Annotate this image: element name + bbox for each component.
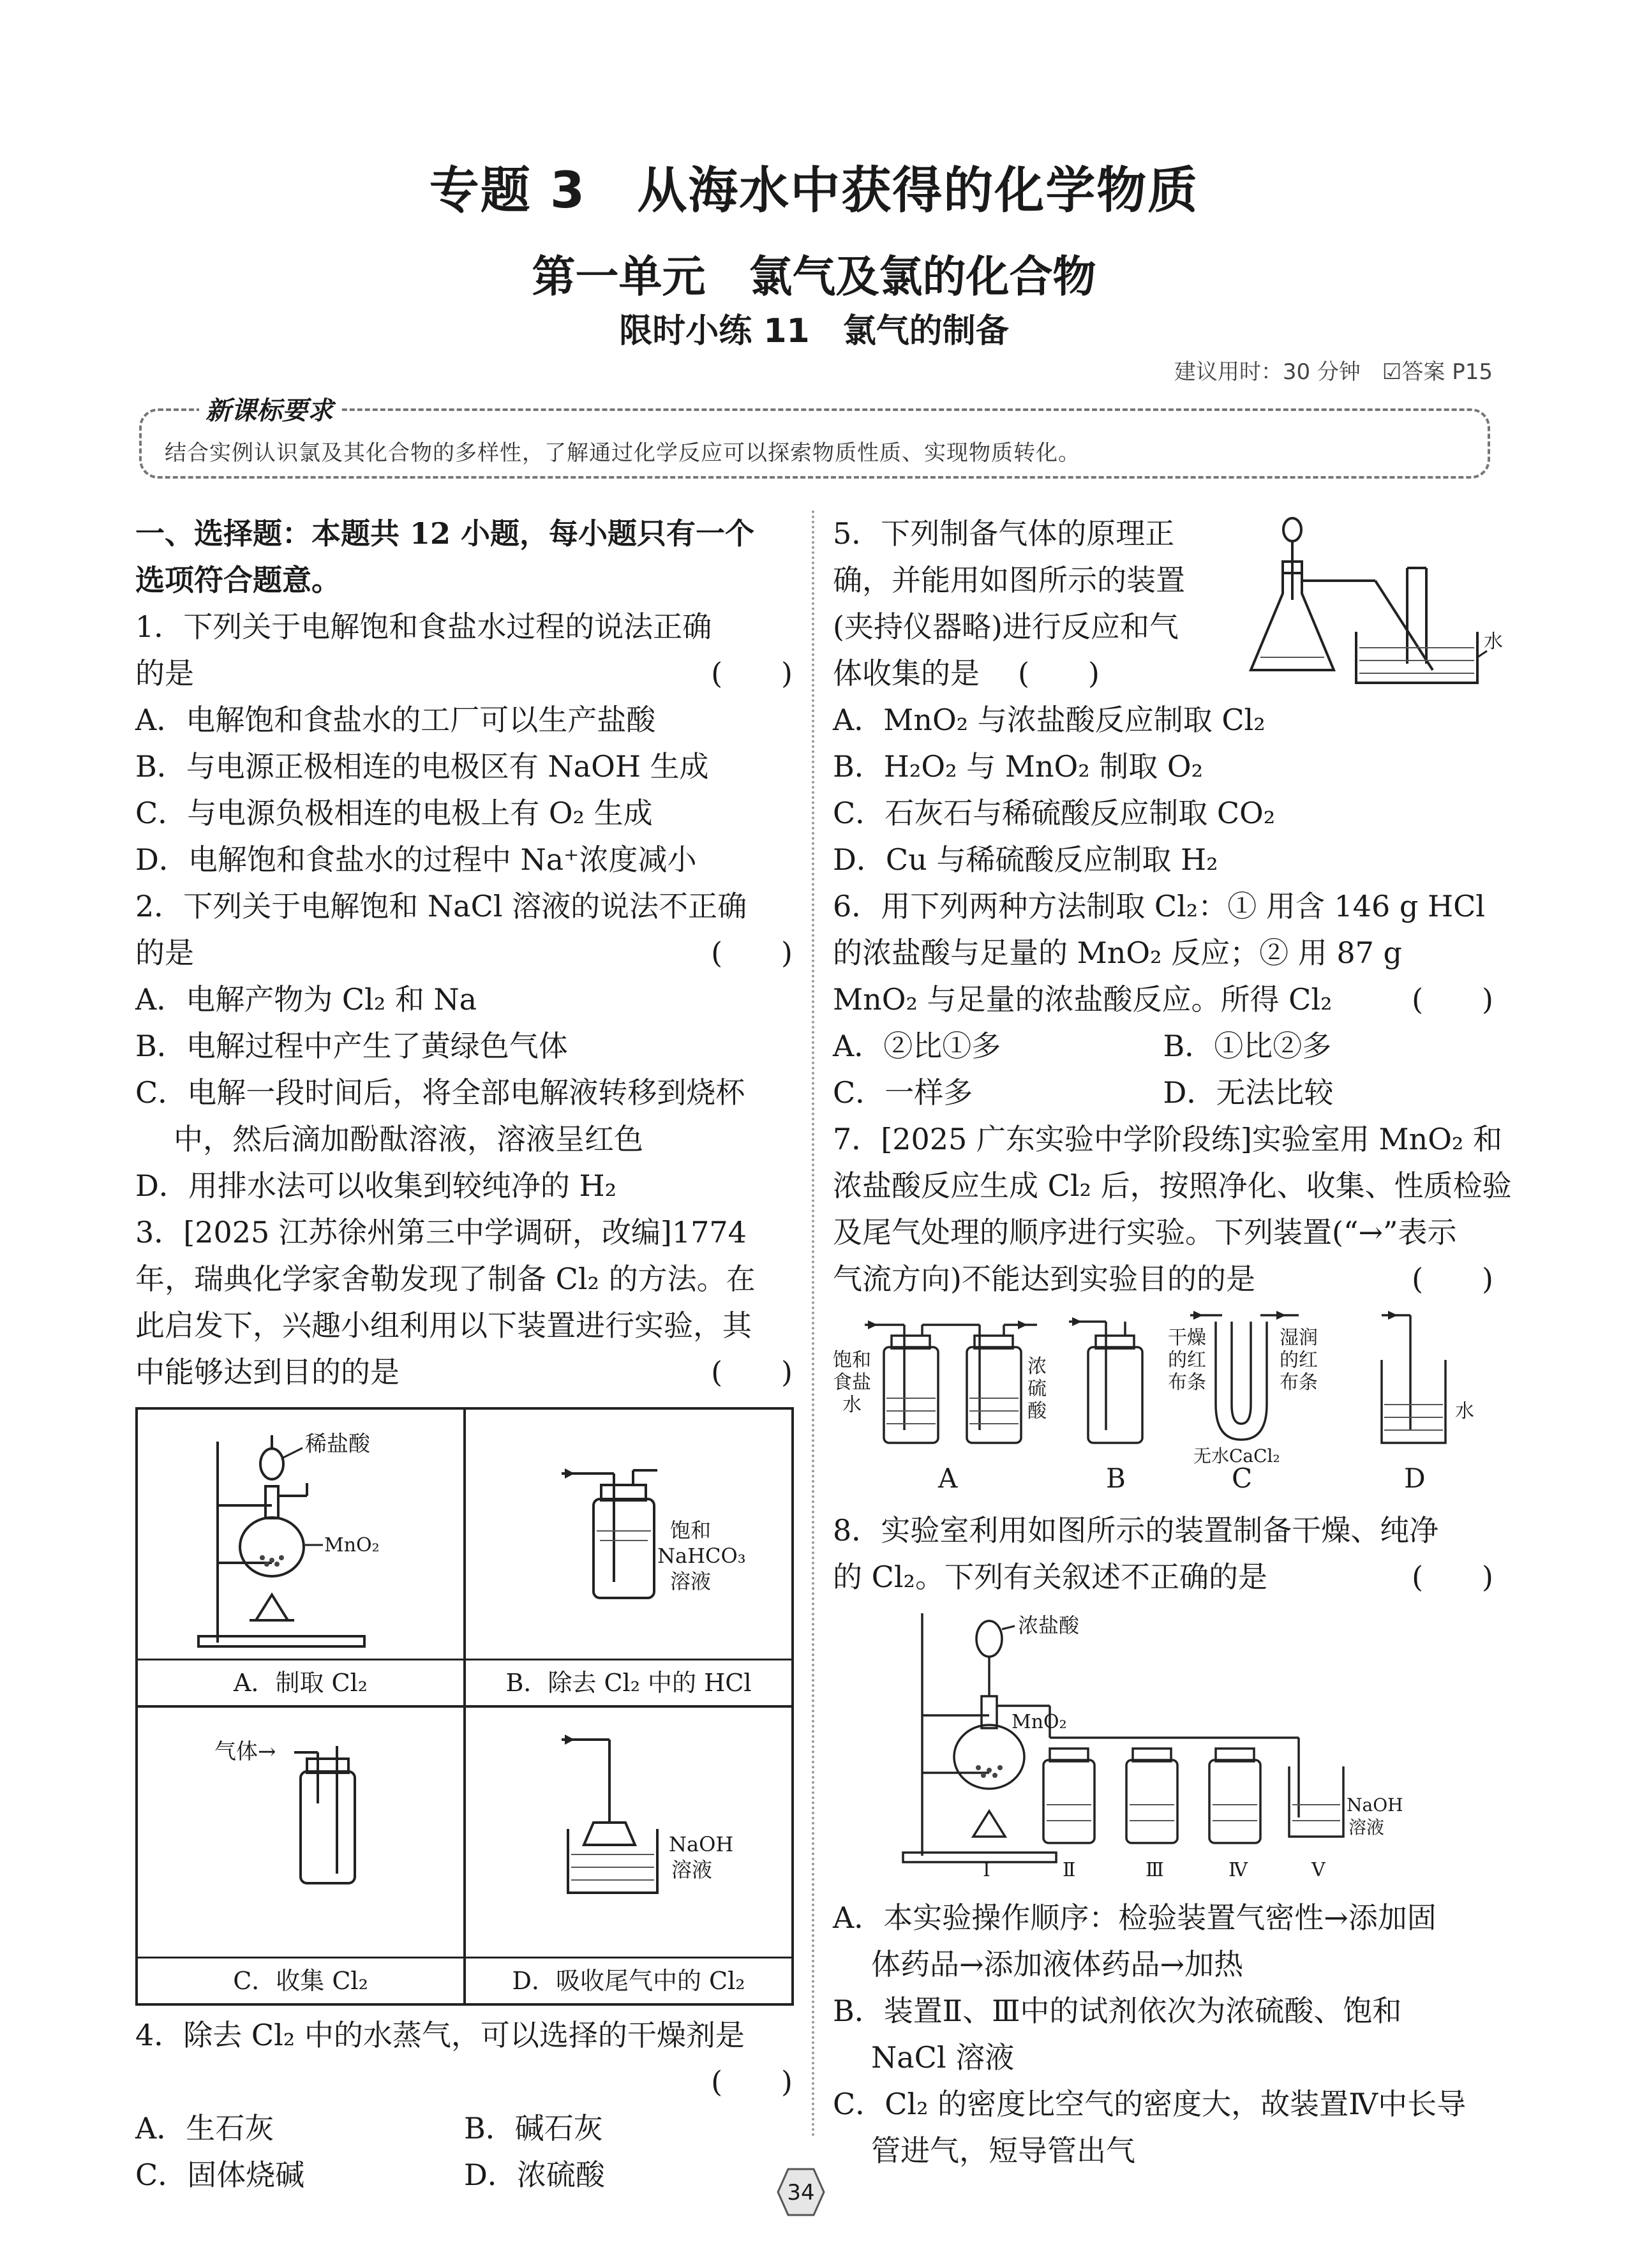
q3-label-solution-b: 溶液 [670,1569,712,1593]
question-7 [833,1116,1512,1507]
q8-option-a-1: A．本实验操作顺序：检验装置气密性→添加固 [833,1900,1437,1935]
q8-label-solution: 溶液 [1348,1817,1385,1838]
q7-label-wet: 湿润 [1280,1327,1318,1349]
q7-answer-paren: ( ) [1412,1262,1493,1296]
q7-label-acid: 酸 [1027,1400,1047,1422]
q2-option-d: D．用排水法可以收集到较纯净的 H₂ [135,1168,617,1203]
q3-stem-1: 3．[2025 江苏徐州第三中学调研，改编]1774 [135,1215,747,1250]
q7-label-water-a: 水 [842,1394,862,1416]
q1-option-a: A．电解饱和食盐水的工厂可以生产盐酸 [135,703,656,737]
q7-label-saturated: 饱和 [833,1349,871,1371]
right-column [833,511,1512,2174]
q7-stem-4: 气流方向)不能达到实验目的的是 [833,1262,1255,1296]
q1-option-c: C．与电源负极相连的电极上有 O₂ 生成 [135,796,653,830]
section-heading-2: 选项符合题意。 [135,563,341,597]
q6-stem-2: 的浓盐酸与足量的 MnO₂ 反应；② 用 87 g [833,936,1402,970]
q3-caption-a: A．制取 Cl₂ [138,1659,463,1705]
question-8 [833,1507,1493,2174]
q3-answer-paren: ( ) [711,1355,793,1389]
q7-apparatus-diagram [833,1302,1493,1494]
q6-stem-3: MnO₂ 与足量的浓盐酸反应。所得 Cl₂ [833,982,1333,1017]
q4-option-c: C．固体烧碱 [135,2158,305,2192]
q3-apparatus-table [135,1407,794,2006]
q2-stem-2: 的是 [135,936,194,970]
q7-letter-c: C [1232,1463,1253,1494]
q3-diagram-a [138,1410,463,1659]
page-number: 34 [787,2180,815,2205]
q7-letter-d: D [1404,1463,1426,1494]
q7-label-red-2: 的红 [1280,1349,1318,1371]
q1-stem-1: 1．下列关于电解饱和食盐水过程的说法正确 [135,609,712,644]
page-number-badge [775,2167,826,2218]
q4-answer-paren: ( ) [711,2064,793,2099]
left-column [135,511,793,2198]
q3-caption-b: B．除去 Cl₂ 中的 HCl [466,1659,791,1705]
time-answer-meta: 建议用时：30 分钟 ☑答案 P15 [1174,359,1493,385]
q3-stem-4: 中能够达到目的的是 [135,1355,400,1389]
q5-option-d: D．Cu 与稀硫酸反应制取 H₂ [833,842,1218,877]
q5-stem-1: 5．下列制备气体的原理正 [833,516,1175,551]
q3-label-dilute-hcl: 稀盐酸 [305,1431,370,1457]
q5-apparatus-diagram [1241,511,1503,696]
q8-option-b-1: B．装置Ⅱ、Ⅲ中的试剂依次为浓硫酸、饱和 [833,1994,1402,2028]
standard-label: 新课标要求 [199,391,340,427]
q1-stem-2: 的是 [135,656,194,690]
q7-label-strip-1: 布条 [1168,1371,1206,1394]
question-1 [135,604,793,883]
q7-label-water-d: 水 [1455,1400,1474,1422]
column-divider [812,511,814,2138]
q8-label-conc-hcl: 浓盐酸 [1018,1613,1080,1638]
q5-stem-2: 确，并能用如图所示的装置 [833,563,1185,597]
q4-option-b: B．碱石灰 [464,2111,603,2145]
question-4 [135,2012,793,2198]
q5-option-a: A．MnO₂ 与浓盐酸反应制取 Cl₂ [833,703,1266,737]
q5-label-water: 水 [1484,630,1503,653]
question-6 [833,883,1493,1116]
q3-stem-2: 年，瑞典化学家舍勒发现了制备 Cl₂ 的方法。在 [135,1262,756,1296]
question-2 [135,883,793,1209]
q7-label-dry: 干燥 [1168,1327,1206,1349]
q7-stem-1: 7．[2025 广东实验中学阶段练]实验室用 MnO₂ 和 [833,1122,1502,1156]
q8-roman-3: Ⅲ [1146,1859,1164,1881]
q4-option-d: D．浓硫酸 [464,2158,605,2192]
q3-label-naoh: NaOH [669,1832,734,1856]
q2-option-c-1: C．电解一段时间后，将全部电解液转移到烧杯 [135,1075,745,1110]
q3-label-saturated: 饱和 [670,1518,712,1542]
q8-option-b-2: NaCl 溶液 [871,2040,1015,2075]
q5-stem-3: (夹持仪器略)进行反应和气 [833,609,1179,644]
q7-label-conc: 浓 [1027,1355,1047,1378]
q4-option-a: A．生石灰 [135,2111,274,2145]
q8-roman-1: Ⅰ [983,1859,990,1881]
q3-label-solution-d: 溶液 [671,1858,713,1882]
standard-text: 结合实例认识氯及其化合物的多样性，了解通过化学反应可以探索物质性质、实现物质转化。 [165,440,1080,466]
question-3 [135,1209,793,2006]
q7-label-cacl2: 无水CaCl₂ [1193,1445,1280,1466]
topic-title: 专题 3 从海水中获得的化学物质 [429,162,1199,220]
q3-caption-d: D．吸收尾气中的 Cl₂ [466,1957,791,2003]
q7-stem-2: 浓盐酸反应生成 Cl₂ 后，按照净化、收集、性质检验 [833,1168,1512,1203]
q8-stem-2: 的 Cl₂。下列有关叙述不正确的是 [833,1560,1267,1594]
q8-roman-4: Ⅳ [1228,1859,1248,1881]
q7-label-red-1: 的红 [1168,1349,1206,1371]
q3-caption-c: C．收集 Cl₂ [138,1957,463,2003]
q5-answer-paren: ( ) [1018,656,1100,690]
q2-option-a: A．电解产物为 Cl₂ 和 Na [135,982,477,1017]
q1-option-b: B．与电源正极相连的电极区有 NaOH 生成 [135,749,709,784]
question-5 [833,511,1503,883]
q3-label-nahco3: NaHCO₃ [657,1544,746,1568]
q8-answer-paren: ( ) [1412,1560,1493,1594]
practice-title: 限时小练 11 氯气的制备 [619,312,1009,350]
q3-diagram-c [138,1708,463,1957]
q6-option-d: D．无法比较 [1163,1075,1334,1110]
q5-option-b: B．H₂O₂ 与 MnO₂ 制取 O₂ [833,749,1204,784]
q8-label-mno2: MnO₂ [1012,1711,1067,1733]
q8-apparatus-diagram [833,1600,1493,1881]
q3-label-gas: 气体→ [214,1739,276,1764]
q6-option-c: C．一样多 [833,1075,973,1110]
q8-stem-1: 8．实验室利用如图所示的装置制备干燥、纯净 [833,1513,1439,1548]
q3-stem-3: 此启发下，兴趣小组利用以下装置进行实验，其 [135,1308,752,1343]
q7-label-sulfur: 硫 [1027,1378,1047,1400]
q6-option-b: B．①比②多 [1163,1029,1332,1063]
q1-answer-paren: ( ) [711,656,793,690]
q7-letter-a: A [938,1463,958,1494]
q2-option-c-2: 中，然后滴加酚酞溶液，溶液呈红色 [174,1122,643,1156]
q6-stem-1: 6．用下列两种方法制取 Cl₂：① 用含 146 g HCl [833,889,1485,923]
q8-label-naoh: NaOH [1347,1794,1403,1816]
q2-stem-1: 2．下列关于电解饱和 NaCl 溶液的说法不正确 [135,889,747,923]
q2-answer-paren: ( ) [711,936,793,970]
q7-stem-3: 及尾气处理的顺序进行实验。下列装置(“→”表示 [833,1215,1457,1250]
q7-label-strip-2: 布条 [1280,1371,1318,1394]
q8-option-c-2: 管进气，短导管出气 [871,2133,1135,2168]
unit-title: 第一单元 氯气及氯的化合物 [532,252,1096,302]
section-heading-1: 一、选择题：本题共 12 小题，每小题只有一个 [135,516,755,551]
q6-answer-paren: ( ) [1412,982,1493,1017]
q8-roman-5: Ⅴ [1311,1859,1326,1881]
q6-option-a: A．②比①多 [833,1029,1001,1063]
q5-option-c: C．石灰石与稀硫酸反应制取 CO₂ [833,796,1276,830]
q5-stem-4: 体收集的是 [833,656,980,690]
q8-option-a-2: 体药品→添加液体药品→加热 [871,1947,1244,1981]
q2-option-b: B．电解过程中产生了黄绿色气体 [135,1029,568,1063]
q7-label-brine: 食盐 [833,1371,871,1394]
q8-roman-2: Ⅱ [1063,1859,1076,1881]
q1-option-d: D．电解饱和食盐水的过程中 Na⁺浓度减小 [135,842,697,877]
q3-label-mno2: MnO₂ [324,1534,380,1556]
q8-option-c-1: C．Cl₂ 的密度比空气的密度大，故装置Ⅳ中长导 [833,2087,1467,2121]
q3-diagram-d [466,1708,791,1957]
q7-letter-b: B [1106,1463,1126,1494]
q3-diagram-b [466,1410,791,1659]
q4-stem: 4．除去 Cl₂ 中的水蒸气，可以选择的干燥剂是 [135,2018,745,2052]
